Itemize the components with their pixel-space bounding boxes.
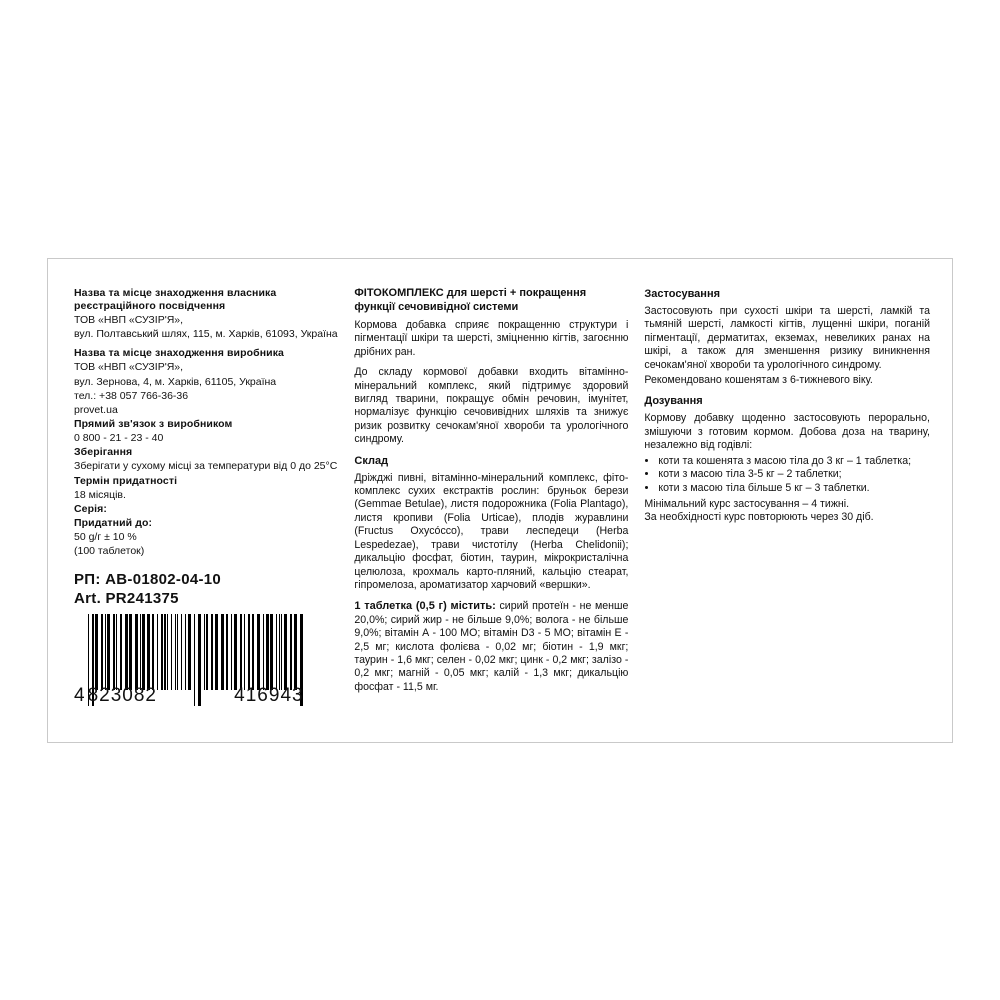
label-columns: [74, 287, 930, 732]
owner-heading: Назва та місце знаходження власника реєстраційного посвідчення: [74, 287, 277, 312]
storage-text: Зберігати у сухому місці за температури від 0 до 25°С: [74, 460, 338, 473]
usage-text: Застосовують при сухості шкіри та шерсті, ламкій та тьмяній шерсті, ламкості кігтів, лущенні шкіри, поганій пігментації, дерматитах, екземах, невеликих ранах на шкірі, а також для зменшення ризику виникнення сечокам'яної хвороби та урологічного синдрому.: [644, 305, 930, 371]
label-column-middle: [354, 287, 644, 732]
series-heading: Серія:: [74, 502, 107, 515]
dosage-list-item: • коти з масою тіла 3-5 кг – 2 таблетки;: [658, 468, 930, 482]
manufacturer-heading: Назва та місце знаходження виробника: [74, 347, 284, 360]
storage-heading: Зберігання: [74, 446, 133, 459]
barcode-block: [74, 614, 338, 706]
tablet-count: (100 таблеток): [74, 545, 145, 558]
barcode-group-2: 416943: [234, 685, 304, 707]
tablet-content-block: [354, 599, 628, 694]
usage-heading: Застосування: [644, 288, 721, 300]
tablet-content-text: сирий протеїн - не менше 20,0%; сирий жир - не більше 9,0%; волога - не більше 9,0%; вітамін А - 100 МО; вітамін D3 - 5 МО; вітамін Е - 2,5 мг; кислота фолієва - 0,02 мг; біотин - 1,9 мкг; таурин - 1,6 мкг; селен - 0,02 мкг; цинк - 0,2 мкг; залізо - 0,2 мкг; магній - 0,05 мкг; калій - 1,3 мкг; дикальцію фосфат - 11,5 мг.: [354, 600, 629, 693]
shelf-life-heading: Термін придатності: [74, 474, 178, 487]
dosage-list-item: • коти та кошенята з масою тіла до 3 кг – 1 таблетка;: [658, 455, 930, 469]
description-paragraph-1: Кормова добавка сприяє покращенню структури і пігментації шкіри та шерсті, зміцненню кігтів, загоєнню дрібних ран.: [354, 319, 629, 358]
usage-text-2: Рекомендовано кошенятам з 6-тижневого віку.: [644, 374, 873, 387]
dosage-intro: Кормову добавку щоденно застосовують перорально, змішуючи з готовим кормом. Добова доза на тварину, незалежно від годівлі:: [644, 412, 930, 452]
barcode-numbers: [88, 686, 304, 706]
product-label-card: [47, 258, 953, 743]
owner-line-1: ТОВ «НВП «СУЗІР'Я»,: [74, 314, 184, 326]
dosage-list-item: • коти з масою тіла більше 5 кг – 3 таблетки.: [658, 482, 930, 496]
manufacturer-line-1: ТОВ «НВП «СУЗІР'Я»,: [74, 361, 184, 374]
manufacturer-website: provet.ua: [74, 404, 118, 417]
article-code: Art. PR241375: [74, 590, 179, 608]
barcode-ean13: [88, 614, 304, 706]
barcode-group-1: 823082: [87, 685, 157, 707]
description-paragraph-2: До складу кормової добавки входить вітамінно-мінеральний комплекс, який підтримує здоровий вигляд тварини, покращує обмін речовин, імунітет, нормалізує функцію сечовивідних шляхів та знижує ризик розвитку сечокам'яної хвороби та урологічного синдрому.: [354, 366, 629, 446]
net-weight: 50 g/г ± 10 %: [74, 530, 137, 543]
direct-contact-phone: 0 800 - 21 - 23 - 40: [74, 432, 164, 445]
shelf-life-text: 18 місяців.: [74, 488, 126, 501]
owner-line-2: вул. Полтавський шлях, 115, м. Харків, 61093, Україна: [74, 328, 338, 341]
label-column-left: [74, 287, 354, 732]
direct-contact-heading: Прямий зв'язок з виробником: [74, 418, 233, 431]
barcode-first-digit: 4: [74, 685, 85, 707]
product-title: ФІТОКОМПЛЕКС для шерсті + покращення функції сечовивідної системи: [354, 287, 587, 313]
composition-heading: Склад: [354, 454, 389, 467]
composition-text: Дріжджі пивні, вітамінно-мінеральний комплекс, фіто-комплекс сухих екстрактів рослин: бруньок берези (Gemmae Betulae), листя подорожника (Folia Plantago), листя кропиви (Folia Urticae), плодів журавлини (Fructus Oxycócco), трави леспедеци (Herba Lespedezae), трави чистотілу (Herba Chelidonii); дикальцію фосфат, біотин, таурин, мікрокристалічна целюлоза, крохмаль карто-пляний, кальцію стеарат, гіпромелоза, ароматизатор харчовий «вершки».: [354, 471, 629, 591]
dosage-note-2: За необхідності курс повторюють через 30 діб.: [644, 511, 874, 524]
manufacturer-phone: тел.: +38 057 766-36-36: [74, 389, 189, 402]
codes-block: [74, 570, 338, 706]
barcode-bars: [88, 614, 304, 690]
registration-code: РП: АВ-01802-04-10: [74, 571, 222, 589]
dosage-note-1: Мінімальний курс застосування – 4 тижні.: [644, 498, 850, 511]
dosage-list: [644, 455, 930, 496]
tablet-content-heading: 1 таблетка (0,5 г) містить:: [354, 600, 496, 613]
dosage-heading: Дозування: [644, 395, 703, 408]
best-before-heading: Придатний до:: [74, 516, 153, 529]
manufacturer-line-2: вул. Зернова, 4, м. Харків, 61105, Україна: [74, 375, 277, 388]
label-column-right: [644, 287, 930, 732]
